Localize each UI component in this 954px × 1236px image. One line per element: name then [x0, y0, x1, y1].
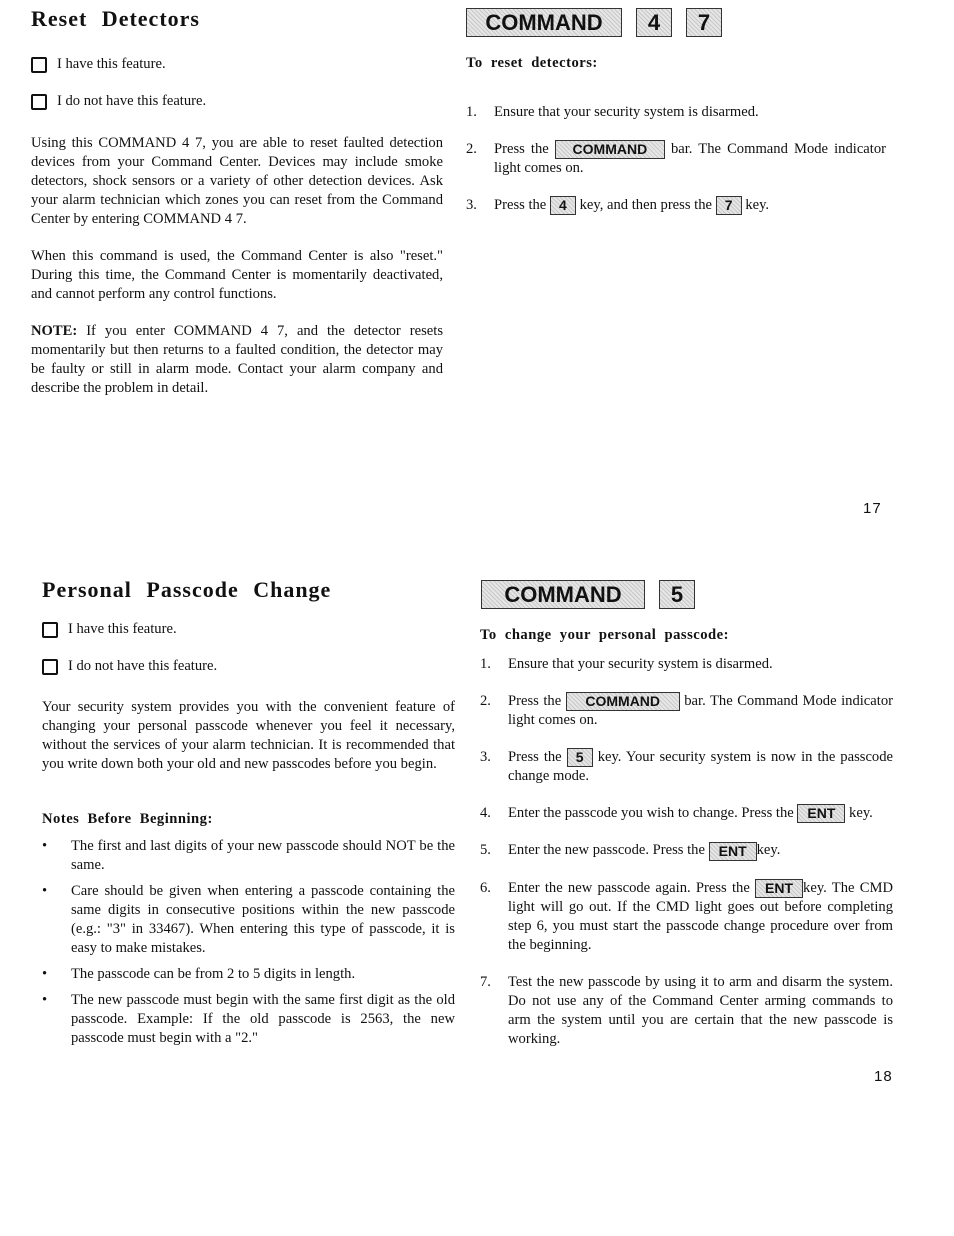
- step-text: Press the COMMAND bar. The Command Mode indicator light comes on.: [508, 693, 893, 729]
- list-item: [480, 973, 893, 1049]
- note-text: The first and last digits of your new passcode should NOT be the same.: [71, 838, 455, 873]
- note-text: If you enter COMMAND 4 7, and the detector resets momentarily but then returns to a faulted condition, the detector may be faulty or still in alarm mode. Contact your alarm company and describe the problem in detail.: [31, 323, 443, 396]
- reset-subheading: To reset detectors:: [466, 55, 598, 71]
- step-text: Ensure that your security system is disarmed.: [508, 656, 773, 672]
- list-item: [42, 991, 455, 1048]
- step-number: 6.: [480, 879, 491, 896]
- step-text: Ensure that your security system is disarmed.: [494, 104, 759, 120]
- list-item: [466, 103, 886, 122]
- command-key-sequence: [466, 8, 722, 37]
- bullet-icon: •: [42, 838, 48, 854]
- reset-steps-list: [466, 103, 886, 215]
- passcode-intro-paragraph: Your security system provides you with the convenient feature of changing your personal passcode whenever you feel it necessary, without the services of your alarm technician. It is recommended that you write down both your old and new passcodes before you begin.: [42, 699, 455, 772]
- list-item: [42, 882, 455, 958]
- bullet-icon: •: [42, 966, 48, 982]
- feature-yes-checkbox[interactable]: [42, 621, 177, 638]
- page-number-17: 17: [863, 500, 882, 517]
- bullet-icon: •: [42, 992, 48, 1008]
- ent-key: ENT: [797, 804, 845, 823]
- reset-info-paragraph: When this command is used, the Command Center is also "reset." During this time, the Command Center is momentarily deactivated, and cannot perform any control functions.: [31, 248, 443, 302]
- command-key: COMMAND: [466, 8, 622, 37]
- step-text: Enter the new passcode. Press the ENT key.: [508, 842, 781, 859]
- list-item: [42, 837, 455, 875]
- checkbox-icon: [42, 622, 58, 638]
- step-number: 2.: [480, 693, 491, 709]
- list-item: [480, 692, 893, 730]
- step-number: 1.: [466, 104, 477, 120]
- note-text: The passcode can be from 2 to 5 digits in length.: [71, 966, 356, 982]
- step-number: 3.: [466, 197, 477, 214]
- step-text: Enter the new passcode again. Press the ENT key. The CMD light will go out. If the CMD light goes out before completing step 6, you must start the passcode change procedure over from the beginning.: [508, 879, 893, 953]
- list-item: [480, 804, 893, 823]
- note-text: The new passcode must begin with the same first digit as the old passcode. Example: If the old passcode is 2563, the new passcode must begin with a "2.": [71, 992, 455, 1046]
- note-label: NOTE:: [31, 323, 78, 339]
- step-number: 2.: [466, 141, 477, 157]
- notes-list: [42, 837, 455, 1048]
- key-4: 4: [550, 196, 576, 215]
- passcode-steps-list: [480, 655, 893, 1049]
- step-text: Test the new passcode by using it to arm and disarm the system. Do not use any of the Command Center arming commands to arm the system until you are certain that the new passcode is working.: [508, 973, 893, 1047]
- list-item: [480, 841, 893, 860]
- ent-key: ENT: [755, 879, 803, 898]
- command-key-sequence: [481, 580, 695, 609]
- list-item: [466, 196, 886, 215]
- feature-yes-checkbox[interactable]: [31, 56, 166, 73]
- page-number-18: 18: [874, 1068, 893, 1085]
- note-text: Care should be given when entering a passcode containing the same digits in consecutive positions within the new passcode (e.g.: "3" in 33467). When entering this type of passcode, it is easy to make mistakes.: [71, 883, 455, 956]
- reset-detectors-title: Reset Detectors: [31, 6, 200, 31]
- feature-no-label: I do not have this feature.: [57, 93, 207, 109]
- key-5: 5: [567, 748, 593, 767]
- step-number: 1.: [480, 656, 491, 672]
- list-item: [42, 965, 455, 984]
- passcode-subheading: To change your personal passcode:: [480, 627, 730, 643]
- feature-no-checkbox[interactable]: [42, 658, 217, 675]
- feature-yes-label: I have this feature.: [57, 56, 166, 72]
- feature-yes-label: I have this feature.: [68, 621, 177, 637]
- command-key: COMMAND: [555, 140, 665, 159]
- list-item: [480, 655, 893, 674]
- step-number: 7.: [480, 973, 491, 990]
- key-5: 5: [659, 580, 695, 609]
- ent-key: ENT: [709, 842, 757, 861]
- step-text: Press the 5 key. Your security system is now in the passcode change mode.: [508, 749, 893, 785]
- checkbox-icon: [42, 659, 58, 675]
- step-text: Press the COMMAND bar. The Command Mode indicator light comes on.: [494, 141, 886, 177]
- feature-no-checkbox[interactable]: [31, 93, 206, 110]
- command-key: COMMAND: [481, 580, 645, 609]
- key-7: 7: [716, 196, 742, 215]
- reset-note-paragraph: [31, 322, 443, 398]
- command-key: COMMAND: [566, 692, 680, 711]
- list-item: [480, 748, 893, 786]
- feature-no-label: I do not have this feature.: [68, 658, 218, 674]
- notes-heading: Notes Before Beginning:: [42, 811, 213, 827]
- list-item: [480, 879, 893, 955]
- reset-intro-paragraph: Using this COMMAND 4 7, you are able to reset faulted detection devices from your Command Center. Devices may include smoke detectors, shock sensors or a variety of other detection devices. Ask your alarm technician which zones you can reset from the Command Center by entering COMMAND 4 7.: [31, 135, 443, 227]
- passcode-change-title: Personal Passcode Change: [42, 577, 332, 602]
- step-number: 3.: [480, 749, 491, 766]
- key-7: 7: [686, 8, 722, 37]
- checkbox-icon: [31, 94, 47, 110]
- step-number: 4.: [480, 805, 491, 822]
- checkbox-icon: [31, 57, 47, 73]
- step-number: 5.: [480, 842, 491, 859]
- list-item: [466, 140, 886, 178]
- bullet-icon: •: [42, 883, 48, 899]
- step-text: Enter the passcode you wish to change. Press the ENT key.: [508, 805, 873, 822]
- step-text: Press the 4 key, and then press the 7 key.: [494, 197, 770, 214]
- key-4: 4: [636, 8, 672, 37]
